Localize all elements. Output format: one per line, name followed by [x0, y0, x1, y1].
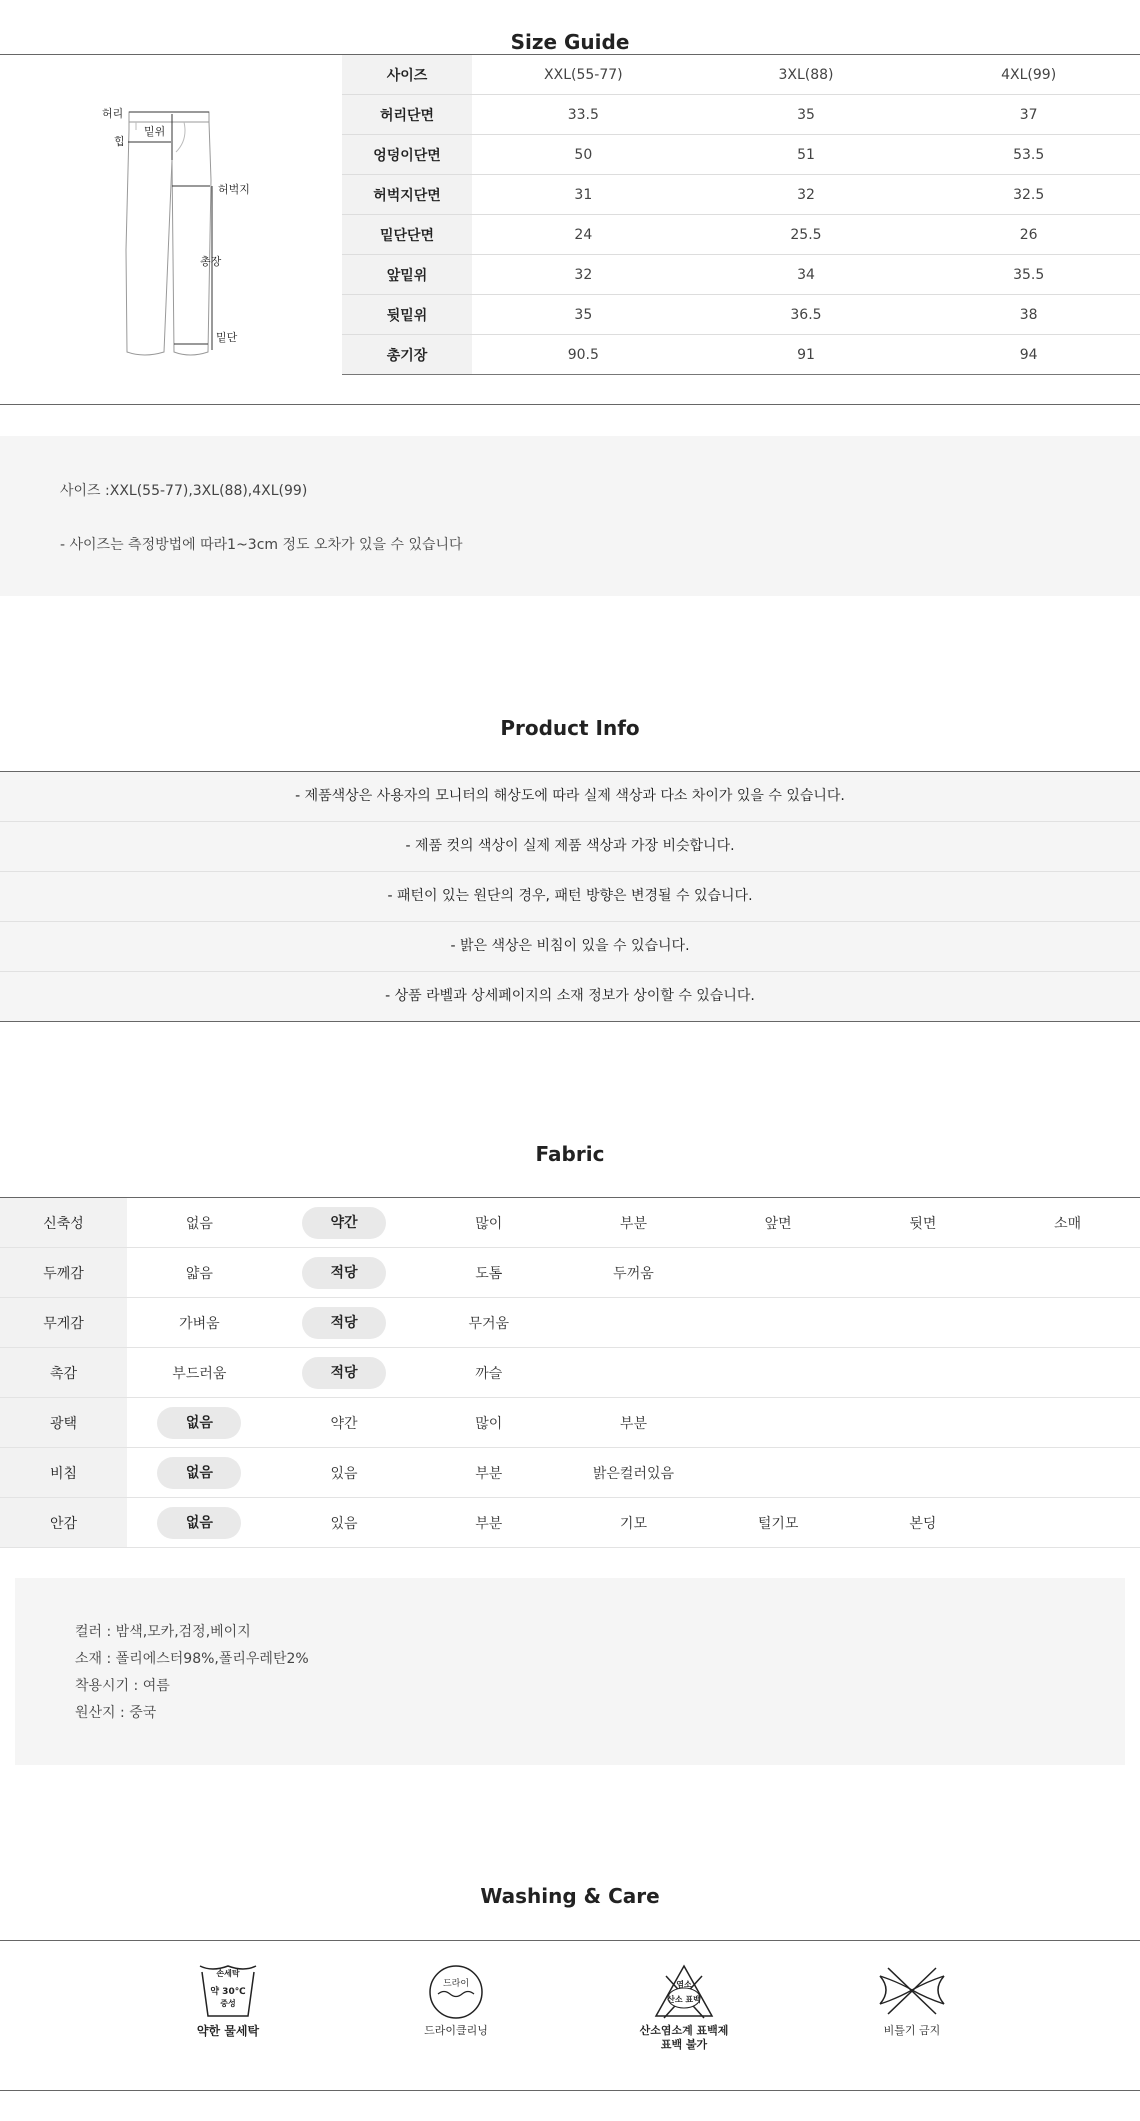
fabric-option	[706, 1348, 851, 1398]
cell-value: 37	[917, 95, 1140, 135]
fabric-option	[706, 1448, 851, 1498]
fabric-option	[561, 1298, 706, 1348]
fabric-row-label: 무게감	[0, 1298, 127, 1348]
fabric-option-selected: 적당	[302, 1357, 386, 1389]
row-label: 밑단단면	[342, 215, 472, 255]
fabric-option	[995, 1398, 1140, 1448]
fabric-option-label: 많이	[475, 1215, 503, 1232]
fabric-row-label: 두께감	[0, 1248, 127, 1298]
fabric-option	[272, 1398, 417, 1448]
fabric-row	[0, 1348, 1140, 1398]
fabric-option-label: 무거움	[468, 1315, 510, 1332]
fabric-row-label: 광택	[0, 1398, 127, 1448]
fabric-option	[706, 1298, 851, 1348]
diagram-label-thigh: 허벅지	[218, 183, 250, 196]
divider	[0, 2090, 1140, 2091]
svg-text:손세탁: 손세탁	[216, 1969, 240, 1978]
fabric-option-label: 까슬	[475, 1365, 503, 1382]
list-item: - 패턴이 있는 원단의 경우, 패턴 방향은 변경될 수 있습니다.	[0, 872, 1140, 922]
fabric-row-label: 신축성	[0, 1198, 127, 1248]
fabric-option	[127, 1198, 272, 1248]
fabric-option-label: 털기모	[757, 1515, 799, 1532]
fabric-option-label: 두꺼움	[613, 1265, 654, 1282]
cell-value: 90.5	[472, 335, 695, 375]
svg-text:염소: 염소	[676, 1980, 692, 1989]
svg-text:약 30℃: 약 30℃	[210, 1987, 246, 1997]
fabric-option-label: 없음	[185, 1215, 213, 1232]
fabric-option	[416, 1198, 561, 1248]
list-item: - 밝은 색상은 비침이 있을 수 있습니다.	[0, 922, 1140, 972]
no-bleach-icon	[652, 1962, 716, 2020]
dry-clean-icon	[424, 1962, 488, 2020]
fabric-option	[851, 1248, 996, 1298]
fabric-option-label: 약간	[330, 1415, 358, 1432]
fabric-option-label: 부분	[619, 1215, 647, 1232]
fabric-option	[272, 1248, 417, 1298]
fabric-option-selected: 적당	[302, 1307, 386, 1339]
fabric-option	[416, 1448, 561, 1498]
size-table	[342, 55, 1140, 375]
spec-color: 컬러 : 밤색,모카,검정,베이지	[75, 1624, 251, 1640]
row-label: 뒷밑위	[342, 295, 472, 335]
care-caption: 비틀기 금지	[883, 2024, 941, 2037]
fabric-option-label: 얇음	[185, 1265, 213, 1282]
cell-value: 31	[472, 175, 695, 215]
no-wring-icon	[876, 1962, 948, 2020]
fabric-option	[416, 1298, 561, 1348]
care-item	[376, 1962, 536, 2038]
care-caption: 산소염소계 표백제 표백 불가	[639, 2024, 729, 2051]
fabric-option	[272, 1348, 417, 1398]
fabric-option	[416, 1498, 561, 1548]
cell-value: 50	[472, 135, 695, 175]
size-list-text: 사이즈 :XXL(55-77),3XL(88),4XL(99)	[60, 483, 308, 499]
fabric-option	[851, 1398, 996, 1448]
fabric-option-label: 앞면	[764, 1215, 792, 1232]
size-notes-box	[0, 436, 1140, 596]
fabric-option	[706, 1198, 851, 1248]
table-row	[342, 95, 1140, 135]
diagram-label-waist: 허리	[102, 107, 124, 120]
fabric-title: Fabric	[535, 1142, 605, 1166]
fabric-option	[416, 1248, 561, 1298]
cell-value: 32	[695, 175, 918, 215]
fabric-option	[127, 1248, 272, 1298]
care-caption: 드라이클리닝	[424, 2024, 488, 2037]
fabric-row	[0, 1398, 1140, 1448]
fabric-row-label: 안감	[0, 1498, 127, 1548]
fabric-option-label: 부분	[475, 1515, 503, 1532]
fabric-option	[272, 1298, 417, 1348]
fabric-option-label: 부분	[619, 1415, 647, 1432]
size-guide-title: Size Guide	[510, 30, 630, 54]
table-row	[342, 175, 1140, 215]
fabric-option	[851, 1298, 996, 1348]
list-item: - 제품색상은 사용자의 모니터의 해상도에 따라 실제 색상과 다소 차이가 있을 수 있습니다.	[0, 772, 1140, 822]
fabric-option	[706, 1248, 851, 1298]
fabric-option	[851, 1198, 996, 1248]
cell-value: 91	[695, 335, 918, 375]
size-header: 3XL(88)	[695, 55, 918, 95]
fabric-option-label: 기모	[619, 1515, 647, 1532]
spec-origin: 원산지 : 중국	[75, 1705, 157, 1721]
size-header: 4XL(99)	[917, 55, 1140, 95]
divider	[0, 1940, 1140, 1941]
care-item	[832, 1962, 992, 2038]
divider	[0, 404, 1140, 405]
size-header: XXL(55-77)	[472, 55, 695, 95]
table-row	[342, 255, 1140, 295]
row-label: 허리단면	[342, 95, 472, 135]
fabric-option	[127, 1348, 272, 1398]
table-row	[342, 335, 1140, 375]
fabric-option	[561, 1398, 706, 1448]
cell-value: 51	[695, 135, 918, 175]
cell-value: 34	[695, 255, 918, 295]
care-item	[148, 1962, 308, 2038]
svg-text:중성: 중성	[220, 1999, 236, 2008]
table-row	[342, 295, 1140, 335]
table-row	[342, 55, 1140, 95]
fabric-row-label: 비침	[0, 1448, 127, 1498]
fabric-table	[0, 1197, 1140, 1548]
fabric-option	[995, 1198, 1140, 1248]
fabric-option	[995, 1298, 1140, 1348]
row-label: 엉덩이단면	[342, 135, 472, 175]
table-row	[342, 135, 1140, 175]
fabric-row	[0, 1448, 1140, 1498]
row-label: 허벅지단면	[342, 175, 472, 215]
fabric-option-label: 뒷면	[909, 1215, 937, 1232]
fabric-option	[995, 1448, 1140, 1498]
care-caption: 약한 물세탁	[196, 2024, 260, 2038]
fabric-option	[272, 1448, 417, 1498]
list-item: - 제품 컷의 색상이 실제 제품 색상과 가장 비슷합니다.	[0, 822, 1140, 872]
fabric-option	[127, 1298, 272, 1348]
fabric-option-selected: 없음	[157, 1407, 241, 1439]
size-header-label: 사이즈	[342, 55, 472, 95]
fabric-option-label: 부분	[475, 1465, 503, 1482]
fabric-option	[851, 1448, 996, 1498]
fabric-option	[127, 1498, 272, 1548]
fabric-option	[851, 1498, 996, 1548]
fabric-option	[561, 1198, 706, 1248]
row-label: 총기장	[342, 335, 472, 375]
cell-value: 53.5	[917, 135, 1140, 175]
spec-season: 착용시기 : 여름	[75, 1678, 170, 1694]
fabric-option-label: 부드러움	[172, 1365, 227, 1382]
measure-note-text: - 사이즈는 측정방법에 따라1~3cm 정도 오차가 있을 수 있습니다	[60, 537, 463, 553]
fabric-option	[561, 1448, 706, 1498]
svg-text:산소 표백: 산소 표백	[667, 1995, 701, 2004]
cell-value: 26	[917, 215, 1140, 255]
cell-value: 38	[917, 295, 1140, 335]
fabric-option-selected: 없음	[157, 1457, 241, 1489]
fabric-row-label: 촉감	[0, 1348, 127, 1398]
care-item	[604, 1962, 764, 2052]
fabric-row	[0, 1198, 1140, 1248]
fabric-option-selected: 없음	[157, 1507, 241, 1539]
fabric-option-label: 많이	[475, 1415, 503, 1432]
fabric-option-label: 가벼움	[179, 1315, 220, 1332]
fabric-option	[995, 1498, 1140, 1548]
fabric-option	[272, 1498, 417, 1548]
fabric-option	[851, 1348, 996, 1398]
fabric-option	[127, 1448, 272, 1498]
fabric-option	[561, 1248, 706, 1298]
fabric-option-label: 도톰	[475, 1265, 503, 1282]
fabric-option	[706, 1398, 851, 1448]
fabric-option	[995, 1348, 1140, 1398]
fabric-option	[416, 1398, 561, 1448]
list-item: - 상품 라벨과 상세페이지의 소재 정보가 상이할 수 있습니다.	[0, 972, 1140, 1021]
fabric-spec-box	[15, 1578, 1125, 1765]
row-label: 앞밑위	[342, 255, 472, 295]
diagram-label-hip: 힙	[114, 135, 125, 148]
washing-care-title: Washing & Care	[480, 1884, 660, 1908]
table-row	[342, 215, 1140, 255]
fabric-option	[416, 1348, 561, 1398]
fabric-row	[0, 1498, 1140, 1548]
fabric-option	[561, 1498, 706, 1548]
cell-value: 94	[917, 335, 1140, 375]
fabric-option	[561, 1348, 706, 1398]
fabric-option-label: 본딩	[909, 1515, 937, 1532]
svg-text:드라이: 드라이	[442, 1979, 470, 1989]
cell-value: 32.5	[917, 175, 1140, 215]
cell-value: 35.5	[917, 255, 1140, 295]
fabric-option-selected: 적당	[302, 1257, 386, 1289]
product-info-title: Product Info	[500, 716, 640, 740]
cell-value: 35	[472, 295, 695, 335]
fabric-option-label: 있음	[330, 1515, 358, 1532]
fabric-row	[0, 1248, 1140, 1298]
pants-diagram	[84, 100, 284, 370]
diagram-label-rise: 밑위	[144, 125, 166, 138]
diagram-label-hem: 밑단	[216, 331, 238, 344]
cell-value: 32	[472, 255, 695, 295]
product-info-list	[0, 771, 1140, 1022]
fabric-option-label: 밝은컬러있음	[592, 1465, 675, 1482]
cell-value: 35	[695, 95, 918, 135]
fabric-option-selected: 약간	[302, 1207, 386, 1239]
fabric-option	[995, 1248, 1140, 1298]
fabric-option-label: 있음	[330, 1465, 358, 1482]
diagram-label-length: 총장	[200, 255, 222, 268]
cell-value: 36.5	[695, 295, 918, 335]
cell-value: 33.5	[472, 95, 695, 135]
fabric-option	[127, 1398, 272, 1448]
fabric-option	[706, 1498, 851, 1548]
fabric-row	[0, 1298, 1140, 1348]
fabric-option-label: 소매	[1054, 1215, 1082, 1232]
fabric-option	[272, 1198, 417, 1248]
hand-wash-icon	[196, 1962, 260, 2020]
cell-value: 25.5	[695, 215, 918, 255]
spec-material: 소재 : 폴리에스터98%,폴리우레탄2%	[75, 1651, 309, 1667]
cell-value: 24	[472, 215, 695, 255]
